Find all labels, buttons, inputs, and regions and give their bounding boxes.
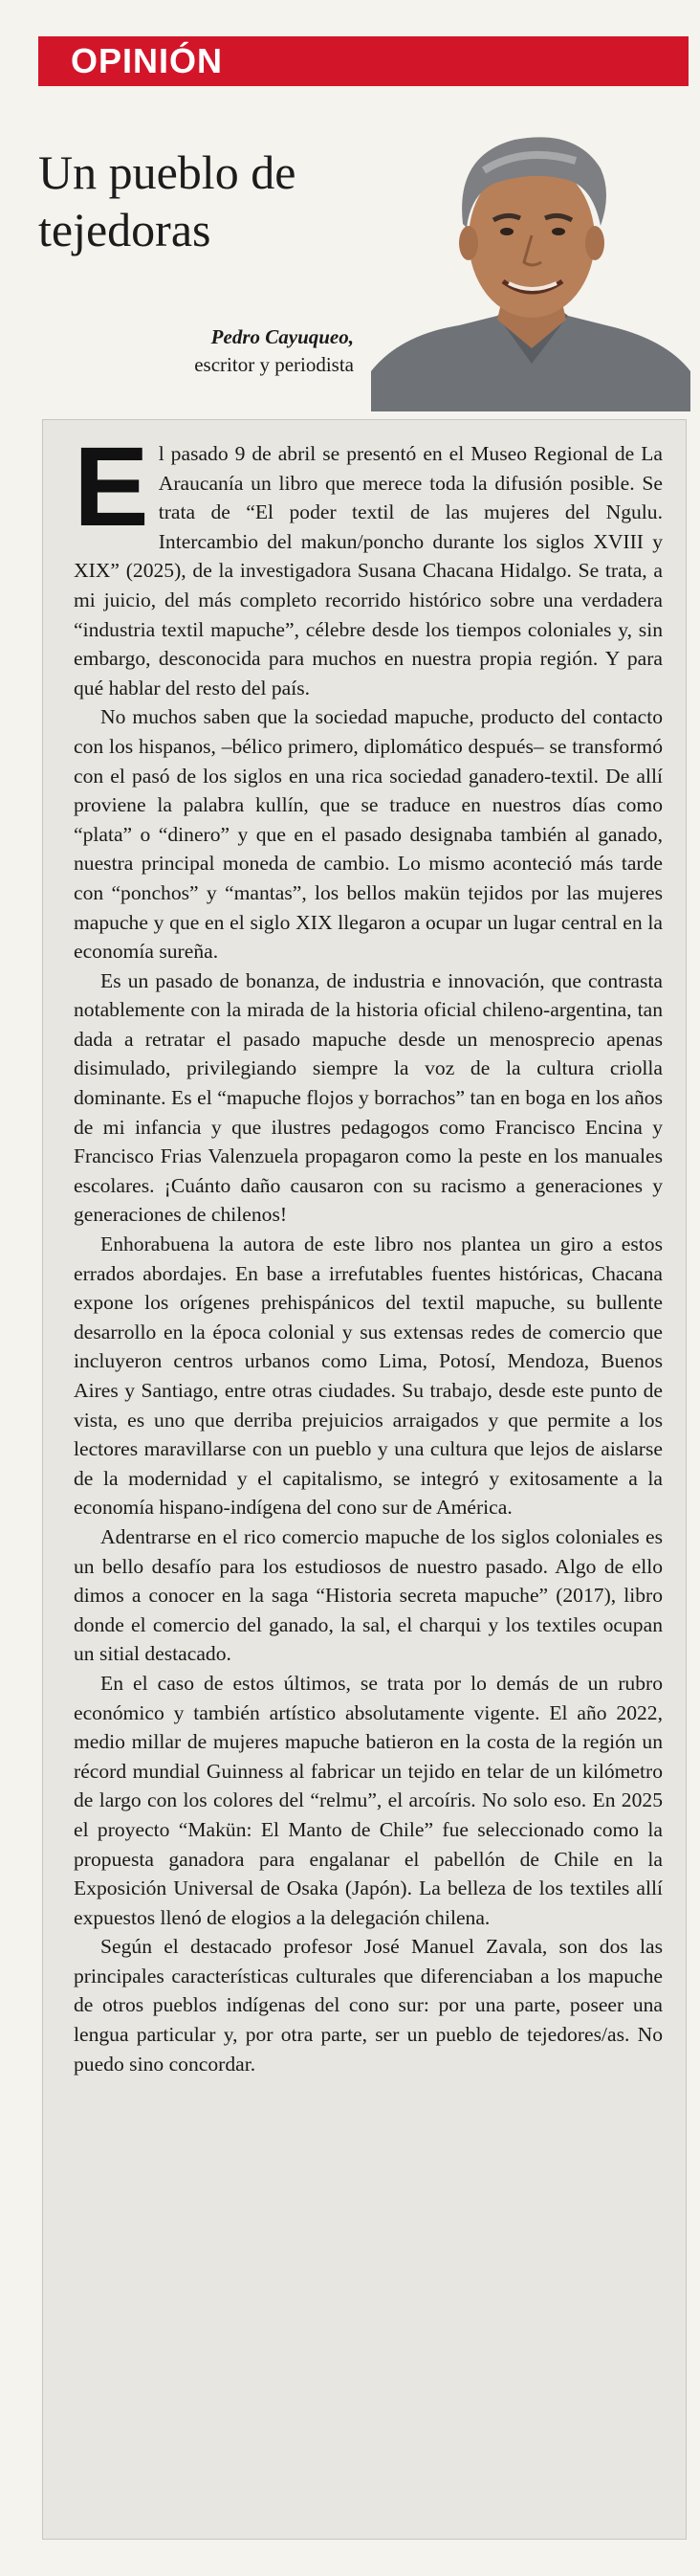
article-paragraph: No muchos saben que la sociedad mapuche, producto del contacto con los hispanos, –bélico primero, diplomático después– se transformó con el pasó de los siglos en una rica sociedad ganadero-textil. De allí proviene la palabra kullín, que se traduce en nuestros días como “plata” o “dinero” y que en el pasado designaba también al ganado, nuestra principal moneda de cambio. Lo mismo aconteció más tarde con “ponchos” y “mantas”, los bellos makün tejidos por las mujeres mapuche y que en el siglo XIX llegaron a ocupar un lugar central en la economía sureña. xyxy=(74,705,663,964)
author-portrait-icon xyxy=(371,113,690,411)
paragraph-text: l pasado 9 de abril se presentó en el Museo Regional de La Araucanía un libro que merece toda la difusión posible. Se trata de “El poder textil de las mujeres del Ngulu. Intercambio del makun/poncho durante los siglos XVIII y XIX” (2025), de la investigadora Susana Chacana Hidalgo. Se trata, a mi juicio, del más completo recorrido histórico sobre una verdadera “industria textil mapuche”, célebre desde los tiempos coloniales y, sin embargo, desconocida para muchos en nuestra propia región. Y para qué hablar del resto del país. xyxy=(74,442,663,700)
author-name: Pedro Cayuqueo, xyxy=(210,325,354,348)
article-paragraph: Es un pasado de bonanza, de industria e innovación, que contrasta notablemente con la mirada de la historia oficial chileno-argentina, tan dada a retratar el pasado mapuche desde un menosprecio apenas disimulado, privilegiando siempre la voz de la cultura criolla dominante. Es el “mapuche flojos y borrachos” tan en boga en los años de mi infancia y que ilustres pedagogos como Francisco Encina y Francisco Frias Valenzuela propagaron como la peste en los manuales escolares. ¡Cuánto daño causaron con su racismo a generaciones y generaciones de chilenos! xyxy=(74,968,663,1227)
section-banner xyxy=(38,36,689,86)
drop-cap: E xyxy=(74,424,149,550)
article-paragraph: Enhorabuena la autora de este libro nos plantea un giro a estos errados abordajes. En base a irrefutables fuentes históricas, Chacana expone los orígenes prehispánicos del textil mapuche, su bullente desarrollo en la época colonial y sus extensas redes de comercio que incluyeron centros urbanos como Lima, Potosí, Mendoza, Buenos Aires y Santiago, entre otras ciudades. Su trabajo, desde este punto de vista, es uno que derriba prejuicios arraigados y que permite a los lectores maravillarse con un pueblo y una cultura que lejos de aislarse de la modernidad y el capitalismo, se integró y exitosamente a la economía hispano-indígena del cono sur de América. xyxy=(74,1232,663,1520)
section-label: OPINIÓN xyxy=(71,41,224,80)
headline: Un pueblo de tejedoras xyxy=(38,145,296,256)
article-paragraph: Según el destacado profesor José Manuel Zavala, son dos las principales características culturales que diferenciaban a los mapuche de otros pueblos indígenas del cono sur: por una parte, poseer una lengua particular y, por otra parte, ser un pueblo de tejedores/as. No puedo sino concordar. xyxy=(74,1935,663,2076)
article-body xyxy=(42,419,687,2540)
author-byline xyxy=(124,323,354,379)
article-paragraph xyxy=(74,424,663,702)
author-role: escritor y periodista xyxy=(194,353,354,376)
article-paragraph: Adentrarse en el rico comercio mapuche de los siglos coloniales es un bello desafío para los estudiosos de nuestro pasado. Algo de ello dimos a conocer en la saga “Historia secreta mapuche” (2017), libro donde el comercio del ganado, la sal, el charqui y los textiles ocupan un sitial destacado. xyxy=(74,1524,663,1666)
article-paragraph: En el caso de estos últimos, se trata por lo demás de un rubro económico y también artístico absolutamente vigente. El año 2022, medio millar de mujeres mapuche batieron en la costa de la región un récord mundial Guinness al fabricar un tejido en telar de un kilómetro de largo con los colores del “relmu”, el arcoíris. No solo eso. En 2025 el proyecto “Makün: El Manto de Chile” fue seleccionado como la propuesta ganadora para engalanar el pabellón de Chile en la Exposición Universal de Osaka (Japón). La belleza de los textiles allí expuestos llenó de elogios a la delegación chilena. xyxy=(74,1671,663,1929)
